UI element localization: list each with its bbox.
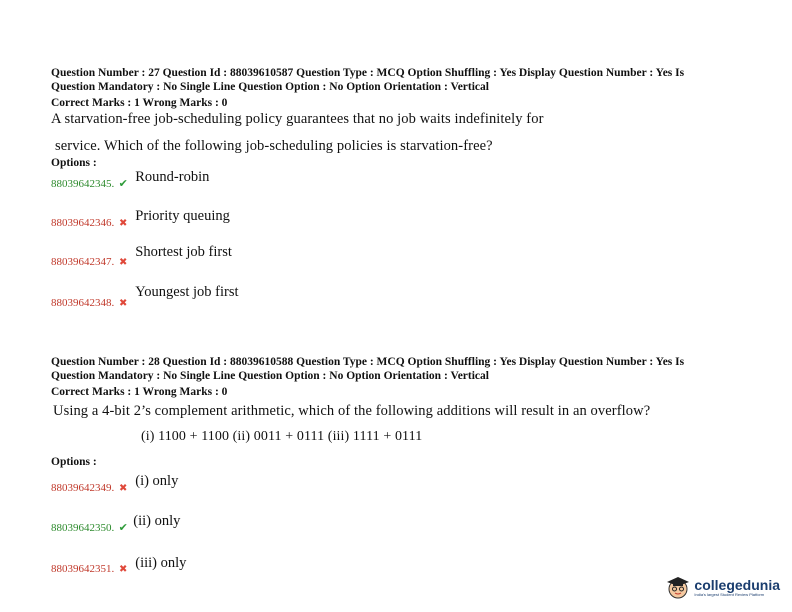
cross-icon: ✖ [119,483,128,494]
q28-marks: Correct Marks : 1 Wrong Marks : 0 [51,386,228,398]
q28-meta-line1: Question Number : 28 Question Id : 88039610588 Question Type : MCQ Option Shuffling : Yes Display Question Number : Yes Is [51,356,685,368]
q27-options-label: Options : [51,157,97,169]
q27-meta-line1: Question Number : 27 Question Id : 88039610587 Question Type : MCQ Option Shuffling : Yes Display Question Number : Yes Is [51,67,685,79]
q28-option-3 [51,555,187,577]
option-text: (iii) only [135,555,187,571]
q28-option-1 [51,473,179,496]
q27-meta-line2: Question Mandatory : No Single Line Question Option : No Option Orientation : Vertical [51,81,489,93]
logo-wordmark: collegedunia [694,576,780,593]
q28-text-line1: Using a 4-bit 2’s complement arithmetic, which of the following additions will result in an overflow? [53,403,651,419]
option-id: 88039642346. [51,217,115,229]
option-text: Round-robin [135,169,210,185]
cross-icon: ✖ [119,257,128,268]
q27-option-1 [51,169,210,192]
check-icon: ✔ [118,178,128,190]
q27-text-line2: service. Which of the following job-scheduling policies is starvation-free? [55,138,493,154]
q27-marks: Correct Marks : 1 Wrong Marks : 0 [51,97,228,109]
q28-text-line2: (i) 1100 + 1100 (ii) 0011 + 0111 (iii) 1111 + 0111 [141,429,423,444]
q28-options-label: Options : [51,456,97,468]
option-text: (ii) only [133,513,181,529]
q27-option-3 [51,244,232,270]
option-id: 88039642348. [51,297,115,309]
option-text: Youngest job first [135,284,239,300]
option-id: 88039642345. [51,178,115,190]
q28-option-2 [51,513,181,536]
q27-option-2 [51,208,230,231]
logo-tagline: India's largest Student Review Platform [694,591,765,597]
q27-text-line1: A starvation-free job-scheduling policy guarantees that no job waits indefinitely for [51,111,544,127]
cross-icon: ✖ [119,564,128,575]
option-id: 88039642347. [51,256,115,268]
option-text: Priority queuing [135,208,230,224]
collegedunia-logo [665,574,780,600]
cross-icon: ✖ [119,298,128,309]
option-text: Shortest job first [135,244,232,260]
check-icon: ✔ [118,522,128,534]
q28-meta-line2: Question Mandatory : No Single Line Question Option : No Option Orientation : Vertical [51,370,489,382]
option-text: (i) only [135,473,179,489]
option-id: 88039642351. [51,563,115,575]
option-id: 88039642349. [51,482,115,494]
cross-icon: ✖ [119,218,128,229]
q27-option-4 [51,284,239,311]
graduate-cap-face-icon [665,574,691,600]
option-id: 88039642350. [51,522,115,534]
